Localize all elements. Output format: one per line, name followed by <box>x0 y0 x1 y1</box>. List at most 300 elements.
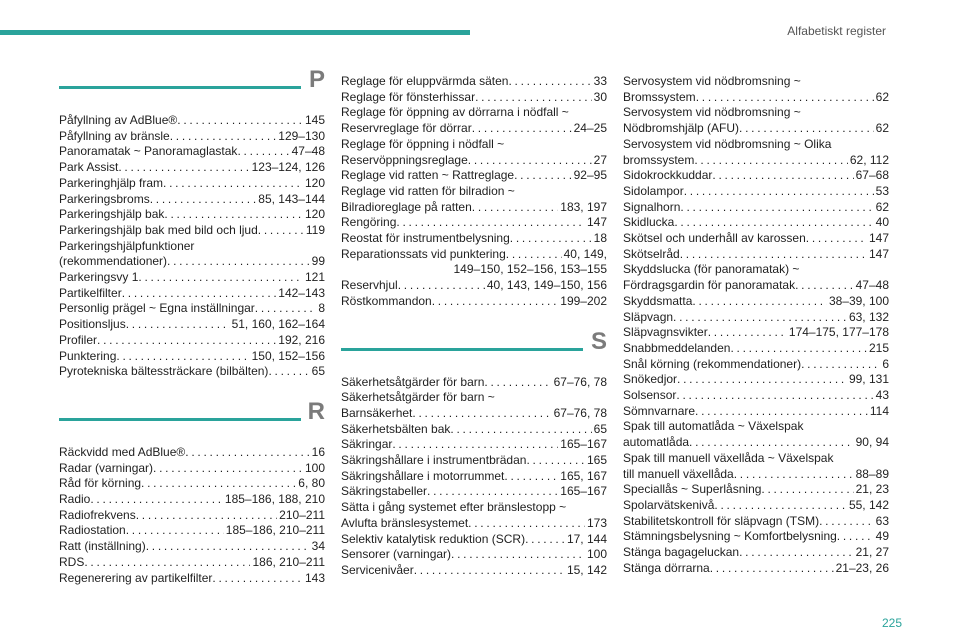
index-entry <box>623 372 889 388</box>
dot-leader <box>472 200 559 216</box>
entry-pages: 173 <box>586 515 607 530</box>
index-entry <box>59 492 325 508</box>
entry-pages: 119 <box>305 222 325 237</box>
entry-term: Rengöring <box>341 215 397 230</box>
entry-pages: 33 <box>593 74 607 88</box>
index-entry <box>623 215 889 231</box>
entry-term: Spolarvätskenivå <box>623 497 715 512</box>
entry-term: bromssystem <box>623 152 695 167</box>
index-entry-line <box>59 239 325 255</box>
entry-term: Park Assist <box>59 160 119 175</box>
entry-pages: 47–48 <box>291 144 325 159</box>
entry-term: Sidokrockkuddar <box>623 168 713 183</box>
entry-term: Radiostation <box>59 523 126 538</box>
index-entry-line <box>623 310 889 326</box>
entry-pages: 18 <box>593 231 607 246</box>
section-letter: R <box>307 397 325 425</box>
index-entry <box>623 561 889 577</box>
index-entry <box>59 192 325 208</box>
index-entry-line <box>59 223 325 239</box>
section-spacer <box>341 310 607 336</box>
index-entry-line <box>341 422 607 438</box>
dot-leader <box>504 469 558 485</box>
entry-term: Radio <box>59 492 91 507</box>
index-entry-line <box>59 176 325 192</box>
index-entry-line <box>623 262 889 278</box>
index-entry <box>341 184 607 215</box>
index-entry-line <box>59 301 325 317</box>
entry-term: Snål körning (rekommendationer) <box>623 356 802 371</box>
dot-leader <box>412 406 551 422</box>
dot-leader <box>122 286 277 302</box>
index-entry <box>623 514 889 530</box>
dot-leader <box>680 200 873 216</box>
entry-term: Parkeringhjälp fram <box>59 175 164 190</box>
index-entry <box>623 341 889 357</box>
index-entry <box>59 539 325 555</box>
dot-leader <box>673 310 847 326</box>
index-entry <box>623 200 889 216</box>
entry-pages: 199–202 <box>560 293 607 308</box>
section-rule <box>59 418 301 421</box>
index-entry <box>623 247 889 263</box>
dot-leader <box>141 476 296 492</box>
entry-pages: 147 <box>586 215 607 230</box>
index-entry <box>623 482 889 498</box>
index-entry-line <box>341 168 607 184</box>
entry-term: Snabbmeddelanden <box>623 340 731 355</box>
entry-pages: 85, 143–144 <box>258 191 325 206</box>
entry-pages: 150, 152–156 <box>251 348 325 363</box>
dot-leader <box>710 561 834 577</box>
entry-term: Partikelfilter <box>59 285 122 300</box>
entry-pages-continued: 149–150, 152–156, 153–155 <box>453 262 607 277</box>
index-entry-line <box>341 137 607 153</box>
entry-term: Signalhorn <box>623 199 681 214</box>
entry-term: Röstkommandon <box>341 293 432 308</box>
index-entry <box>623 529 889 545</box>
dot-leader <box>468 516 585 532</box>
index-entry-line <box>59 286 325 302</box>
index-entry <box>59 176 325 192</box>
dot-leader <box>255 301 317 317</box>
dot-leader <box>167 254 310 270</box>
section-heading <box>341 327 607 368</box>
index-entry <box>59 239 325 270</box>
entry-term: Parkeringshjälp bak <box>59 207 165 222</box>
index-entry <box>623 325 889 341</box>
entry-pages: 88–89 <box>855 466 889 481</box>
index-entry-line <box>623 90 889 106</box>
index-entry <box>341 74 607 90</box>
entry-term: Skidlucka <box>623 215 675 230</box>
index-entry-line <box>623 168 889 184</box>
index-entry <box>59 160 325 176</box>
entry-term: Bromssystem <box>623 89 696 104</box>
index-entry <box>341 278 607 294</box>
entry-pages: 34 <box>311 539 325 554</box>
index-entry-line <box>59 461 325 477</box>
entry-term: Parkeringshjälp bak med bild och ljud <box>59 222 258 237</box>
entry-pages: 49 <box>875 529 889 544</box>
entry-term: Servosystem vid nödbromsning ~ Olika <box>623 136 832 151</box>
dot-leader <box>475 90 592 106</box>
entry-term: Påfyllning av AdBlue® <box>59 113 178 127</box>
entry-pages: 38–39, 100 <box>828 293 889 308</box>
index-entry <box>341 215 607 231</box>
index-entry <box>623 310 889 326</box>
index-entry-line <box>59 113 325 129</box>
index-entry-line <box>59 270 325 286</box>
index-entry <box>59 113 325 129</box>
dot-leader <box>684 184 874 200</box>
index-entry <box>341 500 607 531</box>
entry-term: Räckvidd med AdBlue® <box>59 444 186 459</box>
index-entry <box>623 404 889 420</box>
index-entry <box>623 388 889 404</box>
entry-term: Reglage för öppning i nödfall ~ <box>341 136 505 151</box>
entry-term: Avlufta bränslesystemet <box>341 515 469 530</box>
index-entry <box>341 563 607 579</box>
entry-term: Radar (varningar) <box>59 460 154 475</box>
index-entry-line <box>59 508 325 524</box>
entry-term: Reglage för öppning av dörrarna i nödfall ~ <box>341 105 569 120</box>
entry-term: automatlåda <box>623 435 690 450</box>
index-entry <box>341 231 607 247</box>
dot-leader <box>734 467 854 483</box>
entry-pages: 114 <box>869 403 889 418</box>
entry-term: Sätta i gång systemet efter bränslestopp ~ <box>341 500 567 515</box>
dot-leader <box>680 247 867 263</box>
dot-leader <box>472 121 572 137</box>
entry-term: till manuell växellåda <box>623 466 734 481</box>
section-heading <box>59 397 325 438</box>
index-entry <box>341 105 607 136</box>
index-entry <box>623 168 889 184</box>
index-entry <box>341 168 607 184</box>
index-entry <box>341 390 607 421</box>
index-entry-line <box>341 437 607 453</box>
dot-leader <box>126 523 224 539</box>
index-entry-line <box>623 105 889 121</box>
index-entry-line <box>59 571 325 587</box>
entry-pages: 62 <box>875 199 889 214</box>
index-entry <box>623 231 889 247</box>
entry-pages: 65 <box>311 364 325 379</box>
index-entry <box>341 453 607 469</box>
index-entry <box>59 333 325 349</box>
index-entry-line <box>623 372 889 388</box>
index-entry-line <box>59 492 325 508</box>
section-spacer <box>59 380 325 406</box>
entry-pages: 21–23, 26 <box>835 560 889 575</box>
dot-leader <box>432 294 559 310</box>
entry-pages: 165 <box>586 453 607 468</box>
index-entry-line <box>59 539 325 555</box>
index-entry <box>59 571 325 587</box>
entry-term: Skyddslucka (för panoramatak) ~ <box>623 262 800 277</box>
entry-pages: 185–186, 210–211 <box>225 523 325 538</box>
entry-term: Släpvagnsvikter <box>623 325 708 340</box>
dot-leader <box>795 278 854 294</box>
entry-term: Reservhjul <box>341 278 398 293</box>
entry-term: Panoramatak ~ Panoramaglastak <box>59 144 238 159</box>
entry-pages: 120 <box>304 175 325 190</box>
dot-leader <box>506 247 562 263</box>
dot-leader <box>97 333 276 349</box>
dot-leader <box>510 231 592 247</box>
section-rule <box>341 348 583 351</box>
entry-pages: 62, 112 <box>849 152 889 167</box>
entry-term: Reglage vid ratten för bilradion ~ <box>341 183 515 198</box>
dot-leader <box>806 231 867 247</box>
entry-pages: 17, 144 <box>566 531 607 546</box>
entry-term: Parkeringshjälpfunktioner <box>59 238 195 253</box>
index-entry-line <box>623 278 889 294</box>
entry-pages: 16 <box>311 444 325 459</box>
entry-term: Påfyllning av bränsle <box>59 128 170 143</box>
index-entry-line <box>59 160 325 176</box>
index-entry-line <box>623 74 889 90</box>
dot-leader <box>837 529 874 545</box>
dot-leader <box>714 498 847 514</box>
entry-term: Säkerhetsbälten bak <box>341 421 451 436</box>
index-entry-line <box>341 105 607 121</box>
index-entry <box>623 357 889 373</box>
index-entry-line <box>623 529 889 545</box>
dot-leader <box>136 508 277 524</box>
entry-pages: 192, 216 <box>278 332 325 347</box>
index-entry-line <box>341 516 607 532</box>
index-entry-line <box>623 545 889 561</box>
entry-pages: 15, 142 <box>566 562 607 577</box>
dot-leader <box>677 372 847 388</box>
dot-leader <box>414 563 565 579</box>
dot-leader <box>508 74 591 90</box>
entry-pages: 183, 197 <box>560 199 607 214</box>
index-entry-line <box>623 482 889 498</box>
entry-term: Personlig prägel ~ Egna inställningar <box>59 301 255 316</box>
entry-pages: 65 <box>593 421 607 436</box>
entry-pages: 210–211 <box>279 507 325 522</box>
entry-pages: 67–76, 78 <box>553 405 607 420</box>
entry-pages: 63, 132 <box>848 309 889 324</box>
entry-term: Stänga dörrarna <box>623 560 710 575</box>
index-entry-line <box>341 121 607 137</box>
entry-term: Servosystem vid nödbromsning ~ <box>623 105 801 120</box>
entry-pages: 6, 80 <box>298 476 325 491</box>
entry-pages: 100 <box>586 547 607 562</box>
entry-term: Säkringshållare i motorrummet <box>341 468 505 483</box>
entry-term: Sömnvarnare <box>623 403 696 418</box>
entry-pages: 147 <box>868 231 889 246</box>
entry-term: Stämningsbelysning ~ Komfortbelysning <box>623 529 837 544</box>
entry-term: Säkringstabeller <box>341 484 428 499</box>
index-entry-line <box>341 453 607 469</box>
index-entry-line <box>623 121 889 137</box>
index-entry-line <box>59 207 325 223</box>
entry-pages: 40, 143, 149–150, 156 <box>486 278 607 293</box>
index-entry <box>341 532 607 548</box>
index-entry-line <box>623 498 889 514</box>
section-heading <box>59 66 325 106</box>
index-entry-line <box>341 74 607 90</box>
entry-pages: 147 <box>868 246 889 261</box>
entry-pages: 99 <box>311 254 325 269</box>
dot-leader <box>468 153 592 169</box>
index-entry-line <box>623 137 889 153</box>
entry-term: Punktering <box>59 348 117 363</box>
index-entry-line <box>623 451 889 467</box>
index-entry <box>623 105 889 136</box>
section-letter: S <box>590 327 607 355</box>
index-entry <box>341 137 607 168</box>
entry-term: Profiler <box>59 332 98 347</box>
index-entry-line <box>341 231 607 247</box>
entry-pages: 62 <box>875 89 889 104</box>
entry-pages: 142–143 <box>278 285 325 300</box>
entry-term: Säkerhetsåtgärder för barn <box>341 374 485 389</box>
index-entry <box>623 451 889 482</box>
index-entry-line <box>623 184 889 200</box>
index-entry <box>341 469 607 485</box>
entry-pages: 40 <box>875 215 889 230</box>
index-entry <box>341 247 607 278</box>
index-entry-line <box>623 467 889 483</box>
index-entry-line <box>623 561 889 577</box>
index-entry-line <box>623 231 889 247</box>
entry-term: Sidolampor <box>623 183 684 198</box>
index-entry-line <box>59 364 325 380</box>
dot-leader <box>164 207 303 223</box>
index-entry <box>59 301 325 317</box>
dot-leader <box>692 294 827 310</box>
index-entry-line <box>341 200 607 216</box>
entry-term: Speciallås ~ Superlåsning <box>623 482 762 497</box>
dot-leader <box>258 223 304 239</box>
dot-leader <box>451 547 585 563</box>
index-entry-line <box>341 547 607 563</box>
entry-pages: 62 <box>875 121 889 136</box>
dot-leader <box>674 215 873 231</box>
entry-term: Radiofrekvens <box>59 507 136 522</box>
index-entry-line <box>341 500 607 516</box>
entry-term: Skyddsmatta <box>623 293 693 308</box>
dot-leader <box>150 192 257 208</box>
dot-leader <box>694 153 848 169</box>
entry-term: Säkerhetsåtgärder för barn ~ <box>341 390 495 405</box>
index-entry <box>341 547 607 563</box>
index-entry-line <box>341 294 607 310</box>
index-entry-line <box>623 247 889 263</box>
entry-term: Barnsäkerhet <box>341 405 413 420</box>
index-entry <box>623 137 889 168</box>
entry-term: Pyrotekniska bältessträckare (bilbälten) <box>59 364 269 379</box>
index-entry-line <box>623 357 889 373</box>
section-letter: P <box>308 66 325 93</box>
dot-leader <box>695 404 868 420</box>
index-entry <box>623 74 889 105</box>
index-entry-line <box>341 406 607 422</box>
index-entry <box>59 461 325 477</box>
dot-leader <box>392 437 558 453</box>
index-entry <box>59 508 325 524</box>
index-entry <box>341 375 607 391</box>
entry-term: Reservöppningsreglage <box>341 152 468 167</box>
dot-leader <box>819 514 874 530</box>
index-entry <box>59 223 325 239</box>
index-entry-line <box>59 476 325 492</box>
dot-leader <box>212 571 303 587</box>
page-number: 225 <box>881 616 902 630</box>
entry-term: Servosystem vid nödbromsning ~ <box>623 74 801 88</box>
dot-leader <box>484 375 551 391</box>
entry-pages: 43 <box>875 388 889 403</box>
dot-leader <box>696 90 874 106</box>
index-entry <box>59 144 325 160</box>
entry-term: Servicenivåer <box>341 562 414 577</box>
index-entry-line <box>341 153 607 169</box>
entry-term: Spak till manuell växellåda ~ Växelspak <box>623 450 834 465</box>
index-entry <box>341 484 607 500</box>
entry-term: Regenerering av partikelfilter <box>59 570 213 585</box>
dot-leader <box>146 539 310 555</box>
index-entry-line <box>59 192 325 208</box>
index-entry-line <box>59 144 325 160</box>
entry-pages: 129–130 <box>278 128 325 143</box>
index-entry-line <box>59 349 325 365</box>
entry-pages: 120 <box>304 207 325 222</box>
entry-term: Positionsljus <box>59 317 126 332</box>
index-entry-line <box>623 294 889 310</box>
entry-pages: 90, 94 <box>855 435 889 450</box>
entry-pages: 55, 142 <box>848 497 889 512</box>
index-entry <box>341 437 607 453</box>
index-entry-line <box>623 200 889 216</box>
entry-term: Säkringar <box>341 437 393 452</box>
section-rule <box>59 86 301 89</box>
index-entry-line <box>59 445 325 461</box>
index-entry <box>59 129 325 145</box>
index-entry-line <box>341 278 607 294</box>
dot-leader <box>138 270 303 286</box>
entry-pages: 8 <box>318 301 325 316</box>
entry-pages: 27 <box>593 152 607 167</box>
entry-pages: 30 <box>593 89 607 104</box>
entry-term: Reglage vid ratten ~ Rattreglage <box>341 168 515 183</box>
dot-leader <box>427 484 558 500</box>
dot-leader <box>84 555 250 571</box>
entry-term: Ratt (inställning) <box>59 539 146 554</box>
dot-leader <box>525 532 565 548</box>
running-header: Alfabetiskt register <box>787 24 886 38</box>
entry-pages: 186, 210–211 <box>252 554 325 569</box>
index-entry-line <box>341 563 607 579</box>
entry-term: Parkeringsvy 1 <box>59 270 139 285</box>
entry-pages: 165, 167 <box>560 468 607 483</box>
entry-pages: 67–68 <box>855 168 889 183</box>
index-entry-line <box>623 388 889 404</box>
entry-pages: 99, 131 <box>848 372 889 387</box>
dot-leader <box>185 445 309 461</box>
index-entry-line <box>341 215 607 231</box>
header-accent-bar <box>0 30 470 35</box>
dot-leader <box>801 357 880 373</box>
entry-pages: 21, 27 <box>855 545 889 560</box>
index-entry-line <box>341 262 607 278</box>
dot-leader <box>268 364 309 380</box>
entry-term: Släpvagn <box>623 309 674 324</box>
